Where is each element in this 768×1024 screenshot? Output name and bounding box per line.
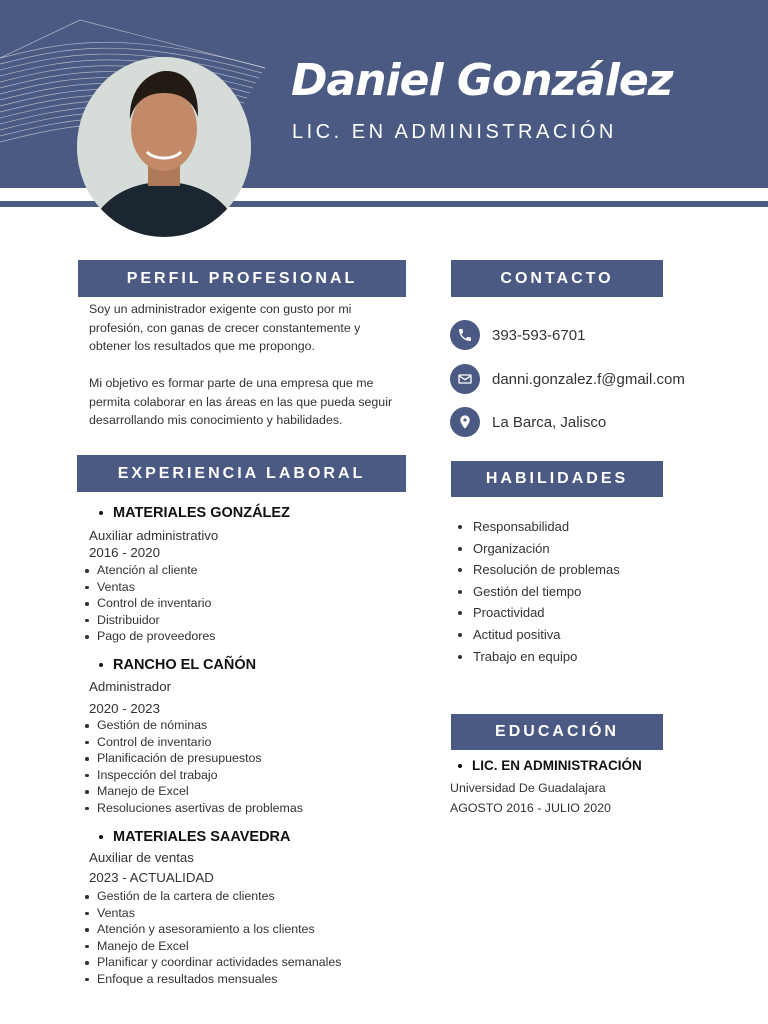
job-duties-1 [83,562,216,645]
contact-email-text[interactable]: danni.gonzalez.f@gmail.com [492,370,685,388]
list-item: Atención al cliente [83,562,216,579]
list-item: Planificar y coordinar actividades semanales [83,954,342,971]
list-item: Manejo de Excel [83,783,303,800]
list-item: Enfoque a resultados mensuales [83,971,342,988]
list-item: Atención y asesoramiento a los clientes [83,921,342,938]
list-item: Organización [458,538,620,560]
list-item: Ventas [83,579,216,596]
list-item: Actitud positiva [458,624,620,646]
candidate-name: Daniel González [291,55,673,106]
profile-paragraph-1: Soy un administrador exigente con gusto por mi profesión, con ganas de crecer constantemente y obtener los resultados que me propongo. [89,302,361,353]
list-item: Proactividad [458,602,620,624]
job-role-3: Auxiliar de ventas [89,850,194,865]
job-company-2: RANCHO EL CAÑÓN [99,657,256,673]
list-item: Gestión de nóminas [83,717,303,734]
education-degree: LIC. EN ADMINISTRACIÓN [458,758,642,773]
skills-list [458,516,620,667]
section-heading-skills: HABILIDADES [451,461,663,497]
contact-phone-text[interactable]: 393-593-6701 [492,326,586,344]
job-duties-3 [83,888,342,987]
list-item: Resoluciones asertivas de problemas [83,800,303,817]
contact-email [450,364,685,394]
job-period-1: 2016 - 2020 [89,545,160,560]
job-role-2: Administrador [89,679,172,694]
contact-location [450,407,606,437]
list-item: Ventas [83,905,342,922]
job-period-2: 2020 - 2023 [89,701,160,716]
education-period: AGOSTO 2016 - JULIO 2020 [450,801,611,815]
section-heading-profile: PERFIL PROFESIONAL [78,260,406,297]
job-company-3: MATERIALES SAAVEDRA [99,829,291,845]
list-item: Gestión de la cartera de clientes [83,888,342,905]
section-heading-contact: CONTACTO [451,260,663,297]
education-school: Universidad De Guadalajara [450,781,606,795]
list-item: Inspección del trabajo [83,767,303,784]
list-item: Manejo de Excel [83,938,342,955]
list-item: Responsabilidad [458,516,620,538]
list-item: Trabajo en equipo [458,646,620,668]
phone-icon [450,320,480,350]
profile-photo [77,57,251,237]
job-duties-2 [83,717,303,816]
profile-paragraph-2: Mi objetivo es formar parte de una empresa que me permita colaborar en las áreas en las que pueda seguir desarrollando mis conocimiento y habilidades. [89,376,393,427]
job-role-1: Auxiliar administrativo [89,528,219,543]
list-item: Planificación de presupuestos [83,750,303,767]
job-period-3: 2023 - ACTUALIDAD [89,870,214,885]
job-company-1: MATERIALES GONZÁLEZ [99,505,290,521]
contact-location-text: La Barca, Jalisco [492,413,607,431]
location-pin-icon [450,407,480,437]
candidate-title: LIC. EN ADMINISTRACIÓN [292,121,617,143]
section-heading-experience: EXPERIENCIA LABORAL [77,455,406,492]
list-item: Resolución de problemas [458,559,620,581]
list-item: Gestión del tiempo [458,581,620,603]
list-item: Control de inventario [83,595,216,612]
list-item: Pago de proveedores [83,628,216,645]
list-item: Distribuidor [83,612,216,629]
contact-phone [450,320,585,350]
section-heading-education: EDUCACIÓN [451,714,663,750]
mail-icon [450,364,480,394]
list-item: Control de inventario [83,734,303,751]
